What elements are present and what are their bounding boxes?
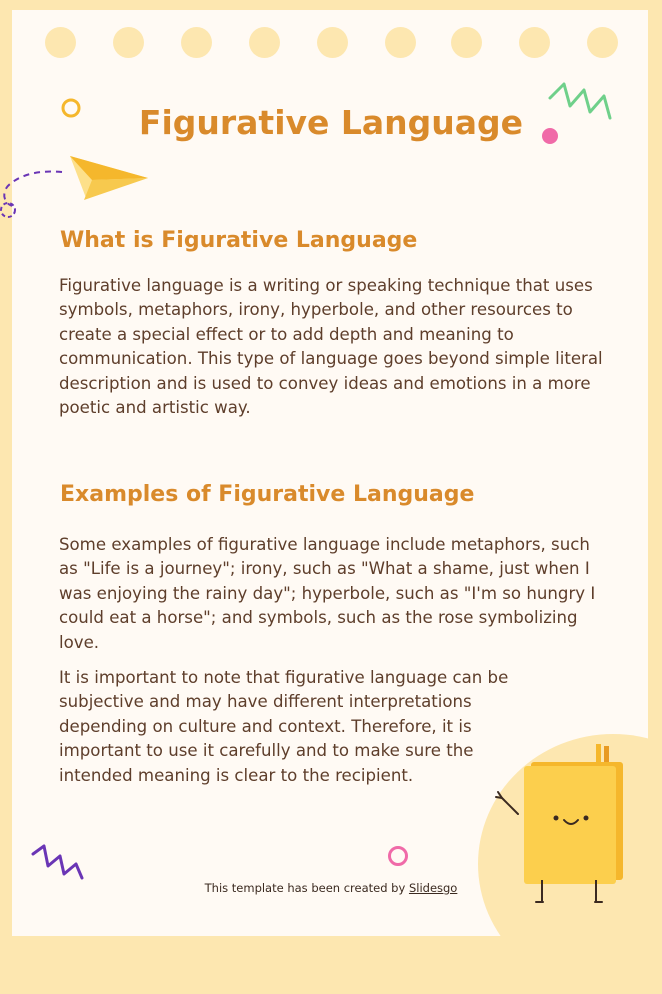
body-paragraph: Some examples of figurative language include metaphors, such as "Life is a journey"; irony, such as "What a shame, just when I was enjoying the rainy day"; hyperbole, such as "I'm so hungry I could eat a horse"; and symbols, such as the rose symbolizing love.: [59, 535, 596, 652]
zigzag-icon: [30, 842, 86, 882]
circle-icon: [386, 844, 410, 868]
slidesgo-link[interactable]: Slidesgo: [408, 881, 458, 895]
notebook-hole: [317, 27, 348, 58]
body-paragraph: It is important to note that figurative language can be subjective and may have different interpretations depending on culture and context. Therefore, it is important to use it carefully and to make sure the intended meaning is clear to the recipient.: [59, 668, 509, 785]
section-heading-what-is: What is Figurative Language: [60, 228, 418, 253]
notebook-hole: [519, 27, 550, 58]
notebook-hole: [249, 27, 280, 58]
page-title: Figurative Language: [138, 103, 524, 142]
footer-credit: [0, 881, 662, 895]
body-paragraph: Figurative language is a writing or speaking technique that uses symbols, metaphors, irony, hyperbole, and other resources to create a special effect or to add depth and meaning to communication. This type of language goes beyond simple literal description and is used to convey ideas and emotions in a more poetic and artistic way.: [59, 276, 603, 418]
notebook-hole: [587, 27, 618, 58]
notebook-hole: [45, 27, 76, 58]
section-heading-examples: Examples of Figurative Language: [60, 482, 475, 507]
notebook-hole: [181, 27, 212, 58]
notebook-hole: [385, 27, 416, 58]
notebook-hole: [451, 27, 482, 58]
notebook-hole: [113, 27, 144, 58]
footer-text: This template has been created by: [204, 881, 409, 895]
paper-plane-icon: [0, 150, 152, 222]
